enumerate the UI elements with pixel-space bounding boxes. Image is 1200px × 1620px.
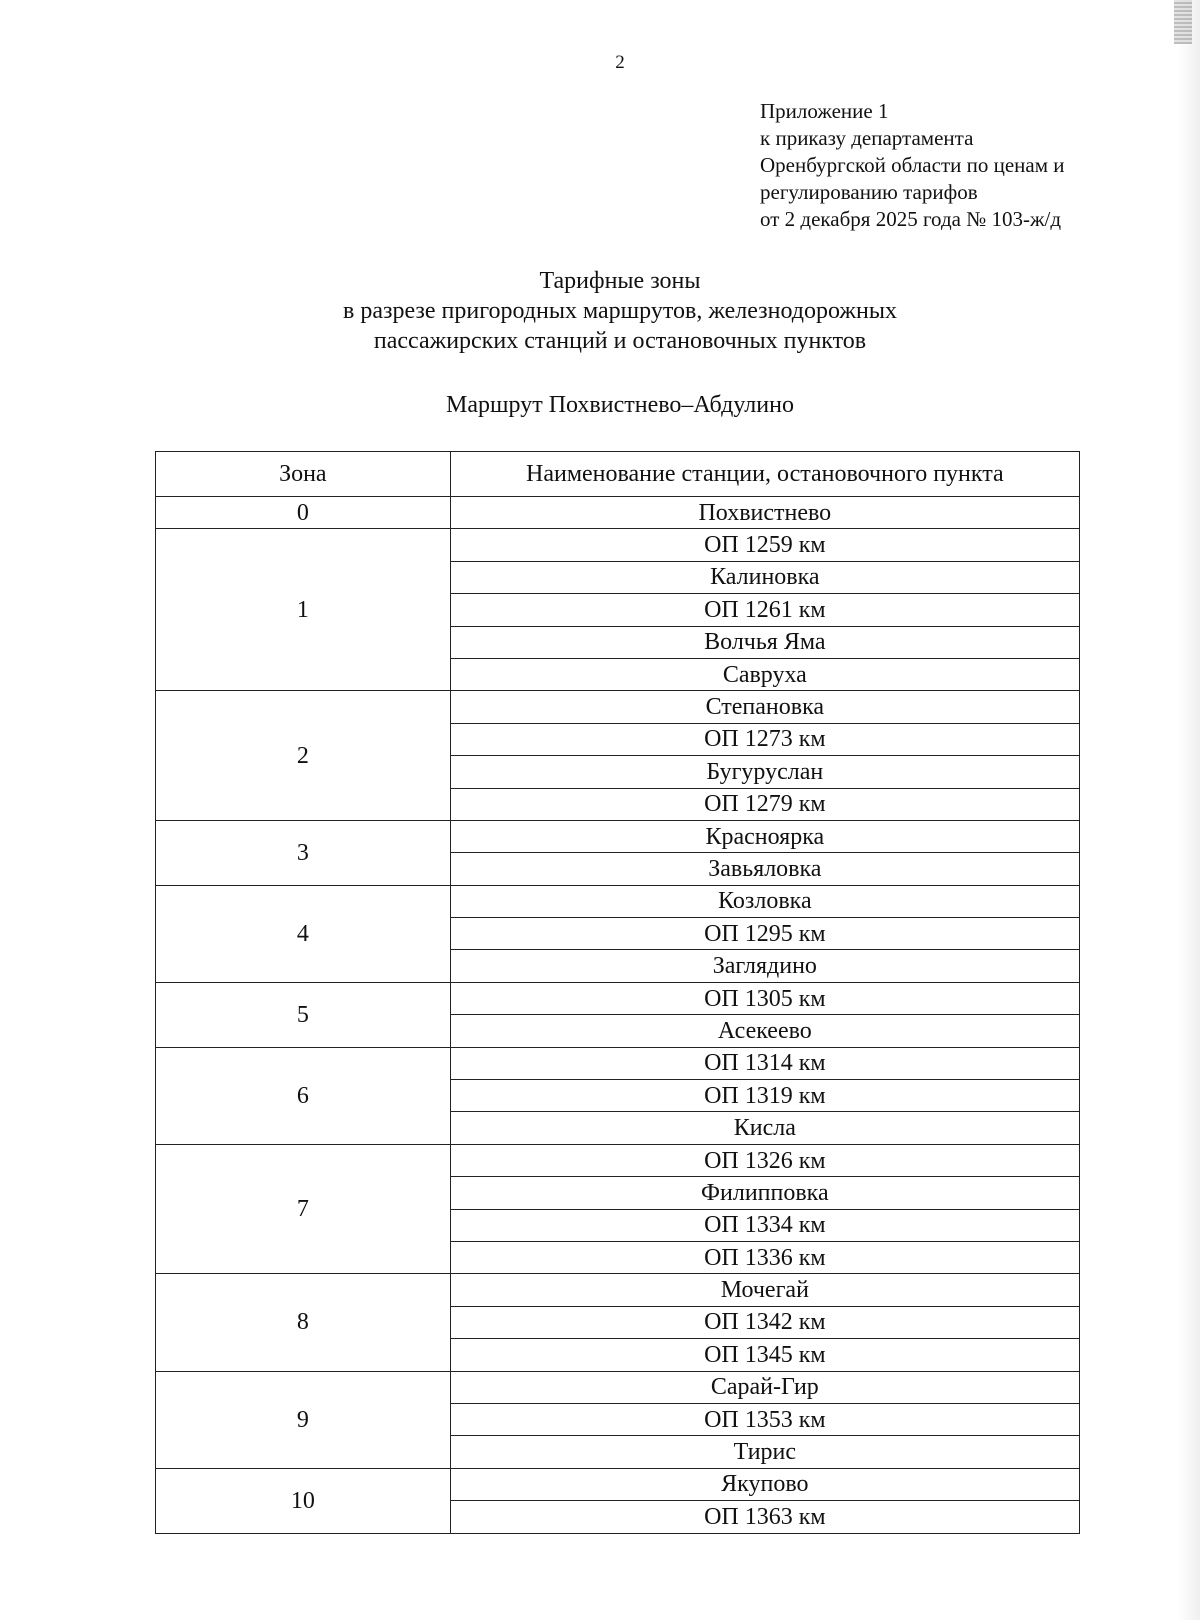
title-line: Тарифные зоны [539, 268, 701, 294]
station-cell: Сарай-Гир [450, 1371, 1079, 1403]
scan-edge [1178, 0, 1200, 1620]
scan-mark [1174, 0, 1192, 44]
station-cell: Савруха [450, 658, 1079, 690]
station-cell: ОП 1279 км [450, 788, 1079, 820]
station-cell: Якупово [450, 1468, 1079, 1500]
document-title [0, 266, 1200, 356]
table-row [156, 820, 1080, 852]
station-cell: Филипповка [450, 1177, 1079, 1209]
station-cell: Степановка [450, 691, 1079, 723]
station-cell: Кисла [450, 1112, 1079, 1144]
station-cell: ОП 1345 км [450, 1339, 1079, 1371]
appendix-line: Оренбургской области по ценам и [760, 153, 1065, 177]
appendix-line: регулированию тарифов [760, 180, 978, 204]
appendix-line: Приложение 1 [760, 99, 889, 123]
station-cell: Похвистнево [450, 497, 1079, 529]
zone-cell: 2 [156, 691, 451, 821]
station-cell: Бугуруслан [450, 756, 1079, 788]
appendix-line: от 2 декабря 2025 года № 103-ж/д [760, 207, 1062, 231]
station-cell: Калиновка [450, 561, 1079, 593]
table-row [156, 982, 1080, 1014]
station-cell: ОП 1326 км [450, 1144, 1079, 1176]
zone-cell: 1 [156, 529, 451, 691]
table-row [156, 691, 1080, 723]
station-cell: ОП 1305 км [450, 982, 1079, 1014]
zone-cell: 0 [156, 497, 451, 529]
zones-table-body [156, 497, 1080, 1534]
table-row [156, 1274, 1080, 1306]
station-cell: ОП 1261 км [450, 594, 1079, 626]
station-cell: Мочегай [450, 1274, 1079, 1306]
station-cell: ОП 1363 км [450, 1501, 1079, 1533]
station-cell: ОП 1273 км [450, 723, 1079, 755]
zone-cell: 4 [156, 885, 451, 982]
table-row [156, 1047, 1080, 1079]
table-row [156, 1468, 1080, 1500]
station-cell: ОП 1319 км [450, 1080, 1079, 1112]
station-cell: ОП 1259 км [450, 529, 1079, 561]
zone-cell: 8 [156, 1274, 451, 1371]
zone-cell: 6 [156, 1047, 451, 1144]
appendix-line: к приказу департамента [760, 126, 974, 150]
station-cell: Волчья Яма [450, 626, 1079, 658]
header-zone: Зона [156, 452, 451, 497]
zone-cell: 5 [156, 982, 451, 1047]
title-line: пассажирских станций и остановочных пунктов [373, 328, 867, 354]
table-row [156, 885, 1080, 917]
station-cell: Тирис [450, 1436, 1079, 1468]
station-cell: Козловка [450, 885, 1079, 917]
header-station-name: Наименование станции, остановочного пункта [450, 452, 1079, 497]
table-row [156, 1144, 1080, 1176]
table-header-row [156, 452, 1080, 497]
station-cell: Асекеево [450, 1015, 1079, 1047]
appendix-block [760, 98, 1065, 233]
table-row [156, 529, 1080, 561]
zone-cell: 7 [156, 1144, 451, 1274]
table-row [156, 497, 1080, 529]
zones-table [155, 451, 1080, 1534]
station-cell: Завьяловка [450, 853, 1079, 885]
zone-cell: 9 [156, 1371, 451, 1468]
station-cell: ОП 1295 км [450, 918, 1079, 950]
route-heading: Маршрут Похвистнево–Абдулино [446, 392, 794, 418]
station-cell: Заглядино [450, 950, 1079, 982]
station-cell: ОП 1314 км [450, 1047, 1079, 1079]
zone-cell: 10 [156, 1468, 451, 1533]
station-cell: ОП 1353 км [450, 1403, 1079, 1435]
station-cell: ОП 1336 км [450, 1241, 1079, 1273]
title-line: в разрезе пригородных маршрутов, железнодорожных [343, 298, 897, 324]
station-cell: Красноярка [450, 820, 1079, 852]
station-cell: ОП 1334 км [450, 1209, 1079, 1241]
page-number: 2 [615, 52, 625, 73]
table-row [156, 1371, 1080, 1403]
station-cell: ОП 1342 км [450, 1306, 1079, 1338]
zone-cell: 3 [156, 820, 451, 885]
